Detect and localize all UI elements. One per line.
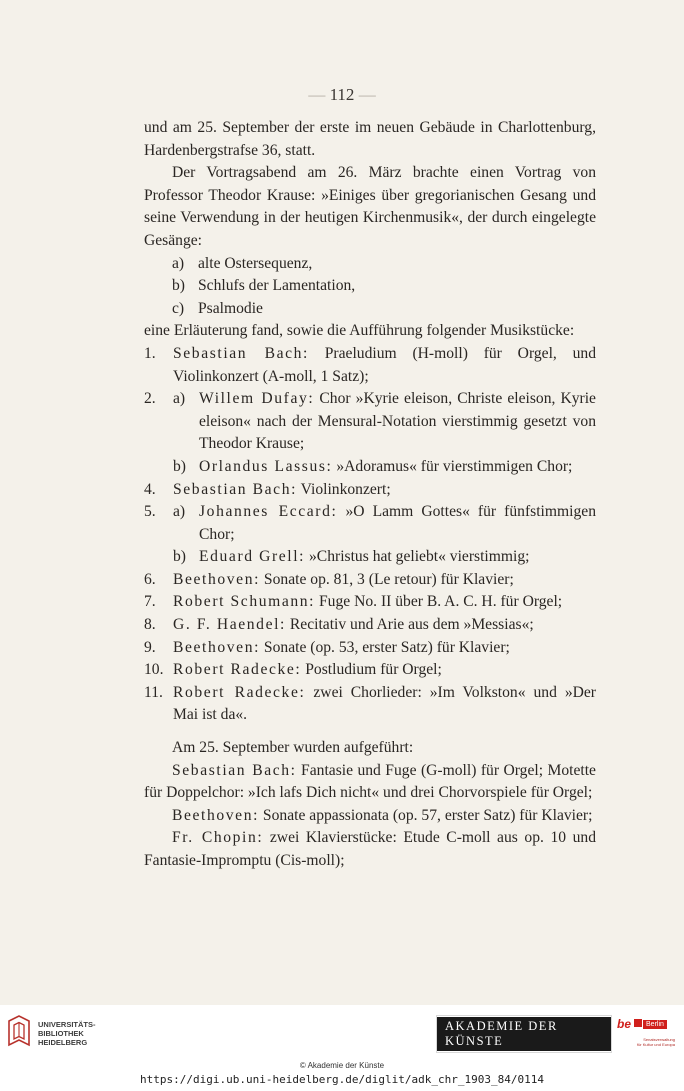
composer-name: Beethoven: [173,638,261,656]
composer-name: Sebastian Bach: [173,480,298,498]
composer-name: Beethoven: [172,806,260,824]
page-body [144,117,596,873]
paragraph: eine Erläuterung fand, sowie die Aufführung folgender Musikstücke: [144,322,575,340]
program-item: 11. Robert Radecke: zwei Chorlieder: »Im Volkston« und »Der Mai ist da«. [144,683,596,724]
paragraph: Am 25. September wurden aufgeführt: [172,739,414,757]
composer-name: Fr. Chopin: [172,829,264,847]
list-item: b) Schlufs der Lamentation, [172,277,356,295]
paragraph: Beethoven: Sonate appassionata (op. 57, erster Satz) für Klavier; [172,806,593,824]
composer-name: G. F. Haendel: [173,616,286,634]
list-item: c) Psalmodie [172,299,263,317]
page-number: — 112 — [308,85,376,104]
composer-name: Beethoven: [173,570,261,588]
list-item: a) alte Ostersequenz, [172,254,313,272]
composer-name: Orlandus Lassus: [199,457,333,475]
composer-name: Sebastian Bach: [173,344,309,362]
program-item: 10. Robert Radecke: Postludium für Orgel; [144,661,442,679]
program-item: 6. Beethoven: Sonate op. 81, 3 (Le retour) für Klavier; [144,570,514,588]
permalink-url[interactable]: https://digi.ub.uni-heidelberg.de/diglit/adk_chr_1903_84/0114 [140,1073,544,1086]
program-item: 5. a) Johannes Eccard: »O Lamm Gottes« für fünfstimmigen Chor; b) Eduard Grell: »Christus hat geliebt« vierstimmig; [144,503,596,566]
berlin-senate-logo[interactable]: be Berlin Senatsverwaltung für Kultur und Europa [617,1017,675,1047]
paragraph: Fr. Chopin: zwei Klavierstücke: Etude C-moll aus op. 10 und Fantasie-Impromptu (Cis-moll); [144,829,597,869]
paragraph: und am 25. September der erste im neuen Gebäude in Charlottenburg, Hardenbergstrafse 36, statt. [144,119,596,159]
paragraph: Sebastian Bach: Fantasie und Fuge (G-moll) für Orgel; Motette für Doppelchor: »Ich lafs Dich nicht« und drei Chorvorspiele für Orgel; [144,761,596,802]
composer-name: Robert Radecke: [173,683,306,701]
composer-name: Eduard Grell: [199,548,306,566]
program-item: 7. Robert Schumann: Fuge No. II über B. A. C. H. für Orgel; [144,593,563,611]
ub-heidelberg-logo[interactable]: UNIVERSITÄTS- BIBLIOTHEK HEIDELBERG [6,1013,96,1054]
composer-name: Robert Schumann: [173,593,316,611]
berlin-bear-icon [633,1015,643,1033]
program-item: 2. a) Willem Dufay: Chor »Kyrie eleison, Christe eleison, Kyrie eleison« nach der Mensural-Notation vierstimmig gesetzt von Theodor Krause; b) Orlandus Lassus: »Adoramus« für vierstimmigen Chor; [144,390,596,475]
library-emblem-icon [6,1013,32,1054]
composer-name: Sebastian Bach: [172,761,297,779]
program-item: 4. Sebastian Bach: Violinkonzert; [144,480,391,498]
composer-name: Willem Dufay: [199,390,315,408]
copyright-notice: © Akademie der Künste [299,1061,385,1070]
paragraph: Der Vortragsabend am 26. März brachte einen Vortrag von Professor Theodor Krause: »Einiges über gregorianischen Gesang und seine Verwendung in der heutigen Kirchenmusik«, der durch eingelegte Gesänge: [144,164,596,249]
akademie-der-kuenste-logo[interactable]: AKADEMIE DER KÜNSTE [436,1017,612,1051]
program-item: 1. Sebastian Bach: Praeludium (H-moll) für Orgel, und Violinkonzert (A-moll, 1 Satz); [144,344,596,385]
composer-name: Robert Radecke: [173,661,302,679]
program-item: 9. Beethoven: Sonate (op. 53, erster Satz) für Klavier; [144,638,510,656]
composer-name: Johannes Eccard: [199,503,338,521]
program-item: 8. G. F. Haendel: Recitativ und Arie aus dem »Messias«; [144,616,534,634]
